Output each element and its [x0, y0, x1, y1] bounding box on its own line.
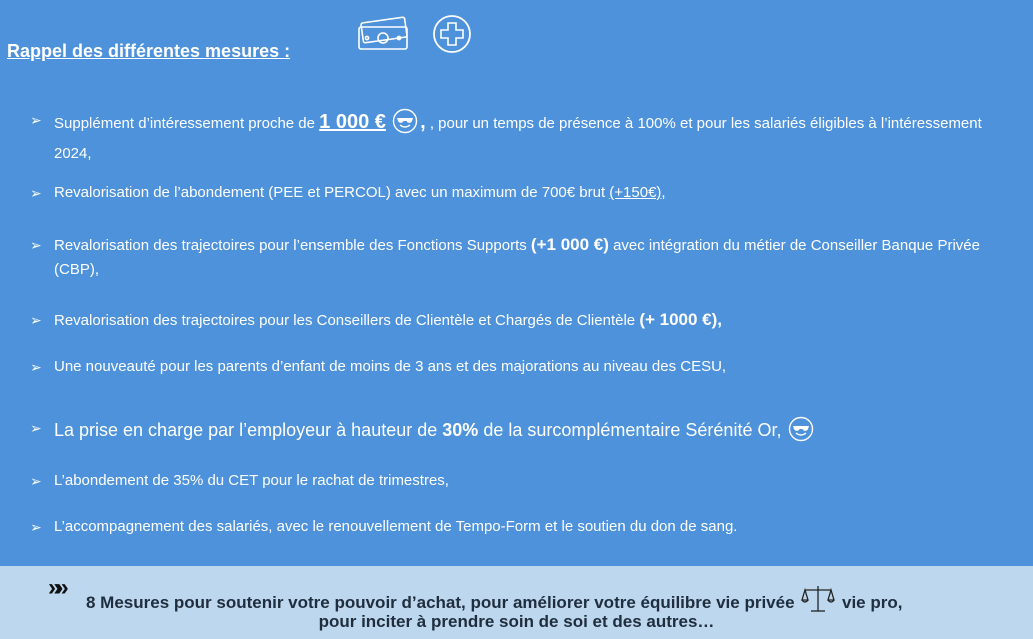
- list-item: ➢ Une nouveauté pour les parents d’enfant de moins de 3 ans et des majorations au niveau des CESU,: [30, 355, 1020, 379]
- arrow-bullet-icon: ➢: [30, 185, 42, 201]
- page-title: Rappel des différentes mesures :: [7, 41, 291, 61]
- bonus-amount: 1 000 €: [319, 111, 386, 133]
- plus-circle-icon: [432, 14, 472, 59]
- arrow-bullet-icon: ➢: [30, 312, 42, 328]
- chevrons-icon: »»: [48, 574, 63, 601]
- money-icon: [356, 14, 412, 57]
- list-item: ➢ Revalorisation des trajectoires pour l’ensemble des Fonctions Supports (+1 000 €) avec intégration du métier de Conseiller Banque Privée (CBP),: [30, 235, 980, 278]
- arrow-bullet-icon: ➢: [30, 112, 42, 128]
- arrow-bullet-icon: ➢: [30, 420, 42, 436]
- list-item: ➢ L’accompagnement des salariés, avec le renouvellement de Tempo-Form et le soutien du don de sang.: [30, 515, 1020, 539]
- list-item: ➢ L’abondement de 35% du CET pour le rachat de trimestres,: [30, 469, 1020, 493]
- cool-smiley-icon: [788, 416, 814, 448]
- arrow-bullet-icon: ➢: [30, 519, 42, 535]
- cool-smiley-icon: [392, 108, 418, 142]
- list-item: ➢ Supplément d’intéressement proche de 1 000 € , , pour un temps de présence à 100% et pour les salariés éligibles à l’intéressement 2024,: [30, 108, 1020, 166]
- summary-line-2: pour inciter à prendre soin de soi et des autres…: [318, 612, 715, 631]
- list-item: ➢ Revalorisation de l’abondement (PEE et PERCOL) avec un maximum de 700€ brut (+150€),: [30, 181, 1020, 205]
- arrow-bullet-icon: ➢: [30, 359, 42, 375]
- list-item: ➢ Revalorisation des trajectoires pour les Conseillers de Clientèle et Chargés de Clientèle (+ 1000 €),: [30, 308, 1020, 333]
- summary-line-1: 8 Mesures pour soutenir votre pouvoir d’achat, pour améliorer votre équilibre vie privée vie pro,: [86, 584, 1033, 619]
- arrow-bullet-icon: ➢: [30, 237, 42, 253]
- arrow-bullet-icon: ➢: [30, 473, 42, 489]
- summary-footer: [0, 566, 1033, 639]
- list-item: ➢ La prise en charge par l’employeur à hauteur de 30% de la surcomplémentaire Sérénité Or,: [30, 416, 1020, 448]
